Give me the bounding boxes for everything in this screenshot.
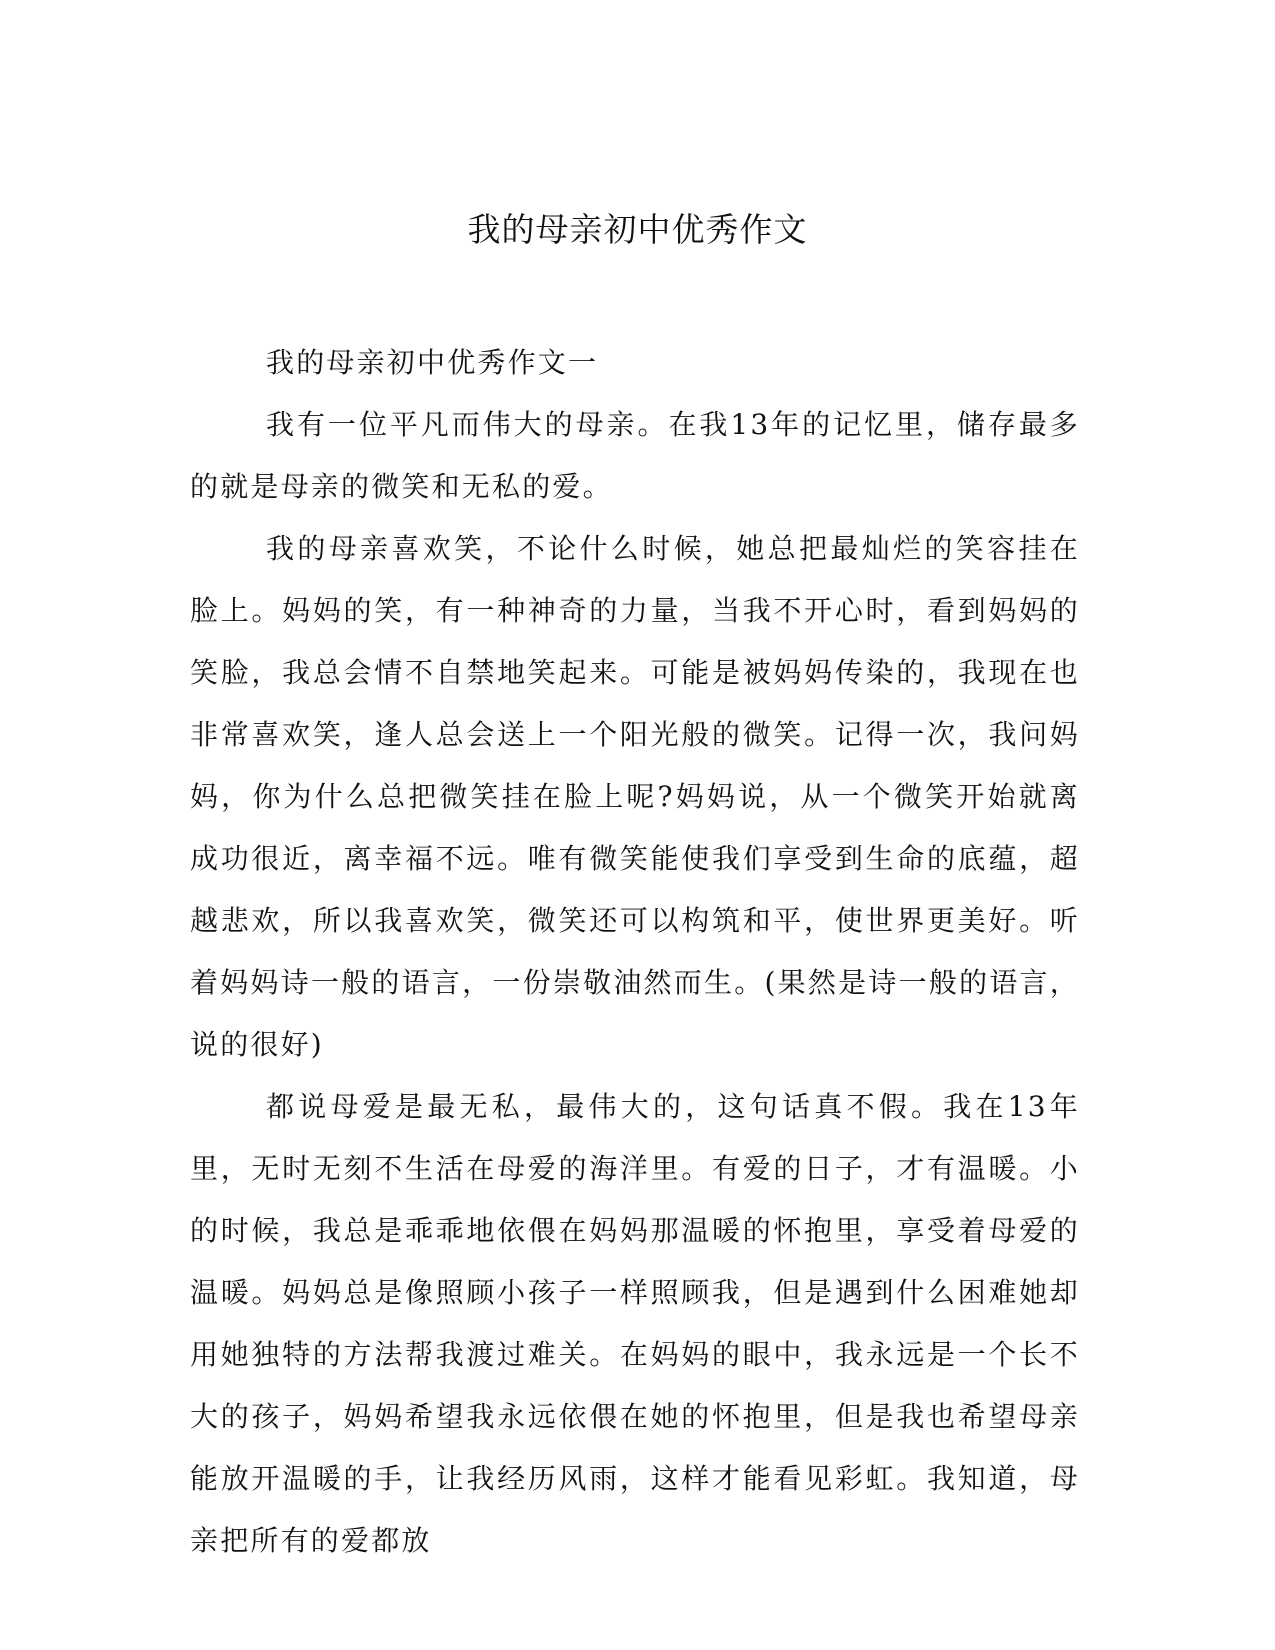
paragraph-3: 都说母爱是最无私，最伟大的，这句话真不假。我在13年里，无时无刻不生活在母爱的海洋里。有爱的日子，才有温暖。小的时候，我总是乖乖地依偎在妈妈那温暖的怀抱里，享受着母爱的温暖。妈妈总是像照顾小孩子一样照顾我，但是遇到什么困难她却用她独特的方法帮我渡过难关。在妈妈的眼中，我永远是一个长不大的孩子，妈妈希望我永远依偎在她的怀抱里，但是我也希望母亲能放开温暖的手，让我经历风雨，这样才能看见彩虹。我知道，母亲把所有的爱都放 bbox=[190, 1090, 1080, 1557]
document-body bbox=[190, 332, 1080, 1572]
section-heading: 我的母亲初中优秀作文一 bbox=[266, 346, 599, 379]
paragraph-2: 我的母亲喜欢笑，不论什么时候，她总把最灿烂的笑容挂在脸上。妈妈的笑，有一种神奇的力量，当我不开心时，看到妈妈的笑脸，我总会情不自禁地笑起来。可能是被妈妈传染的，我现在也非常喜欢笑，逢人总会送上一个阳光般的微笑。记得一次，我问妈妈，你为什么总把微笑挂在脸上呢?妈妈说，从一个微笑开始就离成功很近，离幸福不远。唯有微笑能使我们享受到生命的底蕴，超越悲欢，所以我喜欢笑，微笑还可以构筑和平，使世界更美好。听着妈妈诗一般的语言，一份崇敬油然而生。(果然是诗一般的语言，说的很好) bbox=[190, 532, 1080, 1061]
paragraph-1: 我有一位平凡而伟大的母亲。在我13年的记忆里，储存最多的就是母亲的微笑和无私的爱。 bbox=[190, 408, 1080, 503]
document-title: 我的母亲初中优秀作文 bbox=[467, 210, 808, 249]
